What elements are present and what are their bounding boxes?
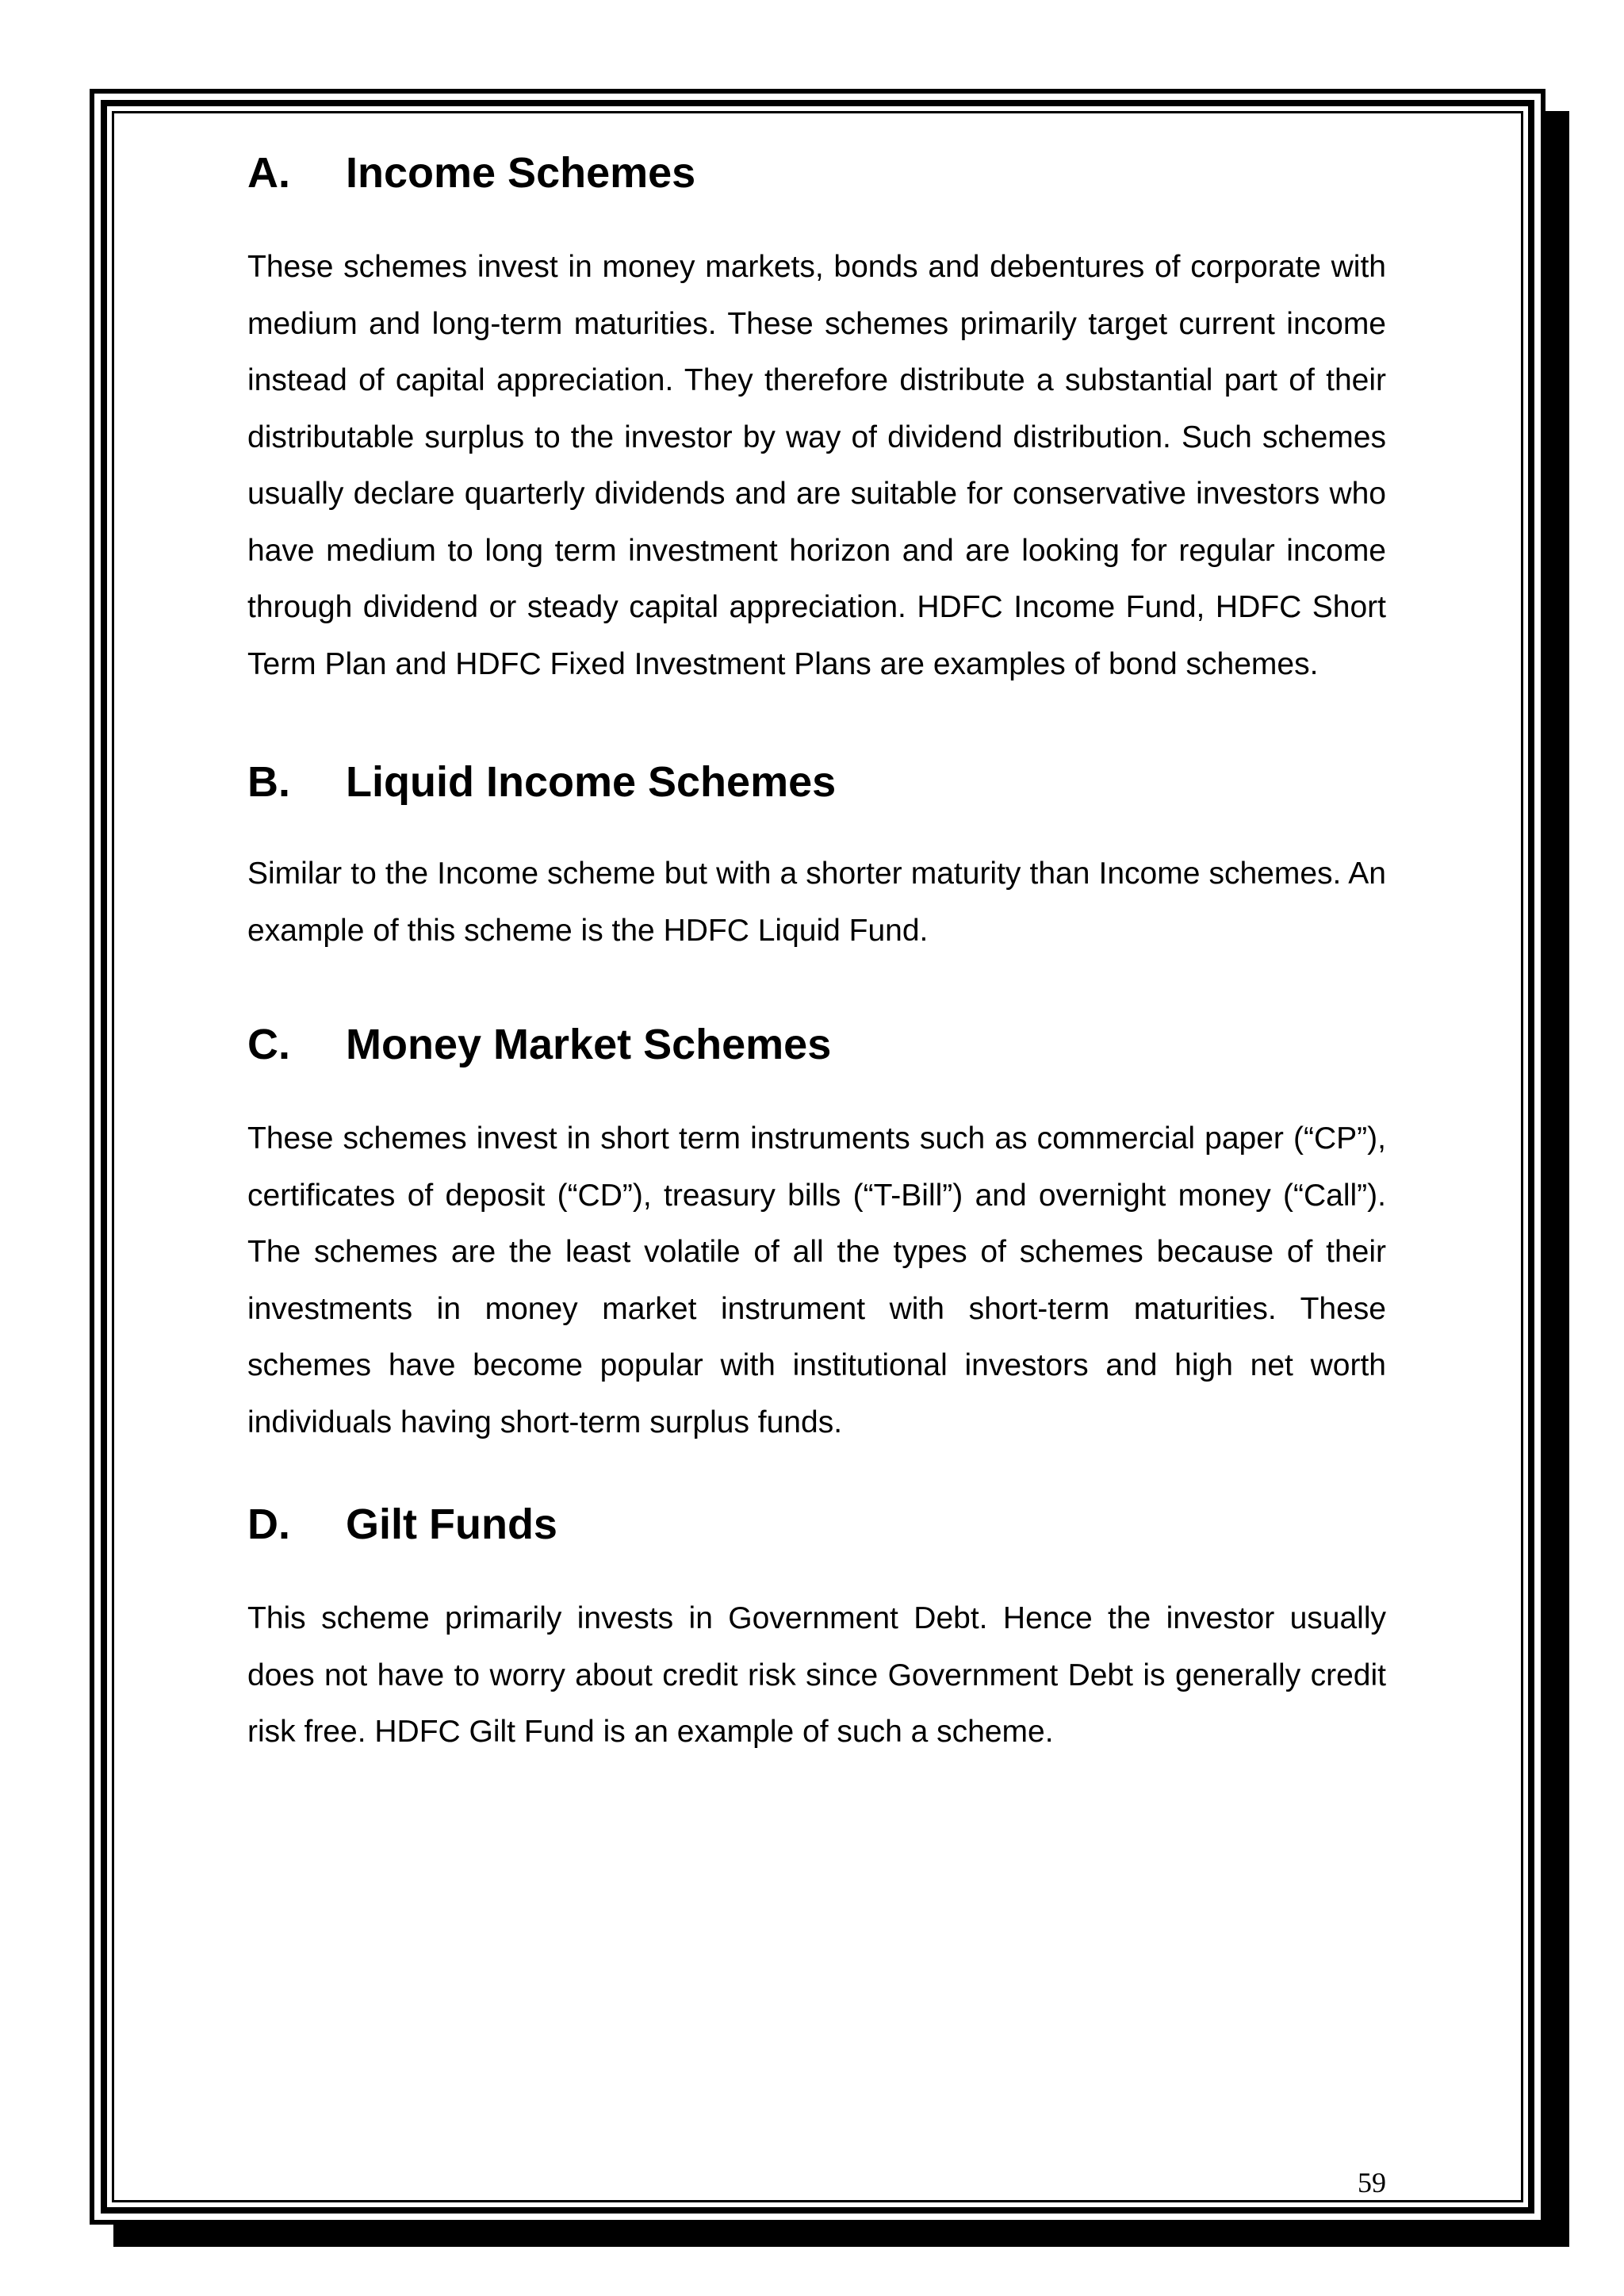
section-heading (247, 143, 1386, 203)
section-heading (247, 752, 1386, 812)
section-body: This scheme primarily invests in Government Debt. Hence the investor usually does not have to worry about credit risk since Government Debt is generally credit risk free. HDFC Gilt Fund is an example of such a scheme. (247, 1601, 1386, 1749)
section-liquid-income-schemes (247, 752, 1386, 959)
section-heading (247, 1494, 1386, 1554)
section-income-schemes (247, 143, 1386, 692)
section-body: These schemes invest in money markets, bonds and debentures of corporate with medium and long-term maturities. These schemes primarily target current income instead of capital appreciation. They therefore distribute a substantial part of their distributable surplus to the investor by way of dividend distribution. Such schemes usually declare quarterly dividends and are suitable for conservative investors who have medium to long term investment horizon and are looking for regular income through dividend or steady capital appreciation. HDFC Income Fund, HDFC Short Term Plan and HDFC Fixed Investment Plans are examples of bond schemes. (247, 250, 1386, 681)
page-content (247, 143, 1386, 1761)
section-title: Money Market Schemes (346, 1021, 832, 1068)
section-letter: B. (247, 758, 290, 806)
section-body: Similar to the Income scheme but with a shorter maturity than Income schemes. An example of this scheme is the HDFC Liquid Fund. (247, 857, 1386, 948)
section-title: Gilt Funds (346, 1501, 557, 1548)
section-body: These schemes invest in short term instruments such as commercial paper (“CP”), certificates of deposit (“CD”), treasury bills (“T-Bill”) and overnight money (“Call”). The schemes are the least volatile of all the types of schemes because of their investments in money market instrument with short-term maturities. These schemes have become popular with institutional investors and high net worth individuals having short-term surplus funds. (247, 1121, 1386, 1439)
section-letter: C. (247, 1021, 290, 1068)
section-letter: A. (247, 149, 290, 197)
section-heading (247, 1014, 1386, 1075)
section-title: Income Schemes (346, 149, 696, 197)
section-title: Liquid Income Schemes (346, 758, 837, 806)
section-letter: D. (247, 1501, 290, 1548)
page-number: 59 (1358, 2167, 1386, 2198)
section-gilt-funds (247, 1494, 1386, 1761)
section-money-market-schemes (247, 1014, 1386, 1451)
